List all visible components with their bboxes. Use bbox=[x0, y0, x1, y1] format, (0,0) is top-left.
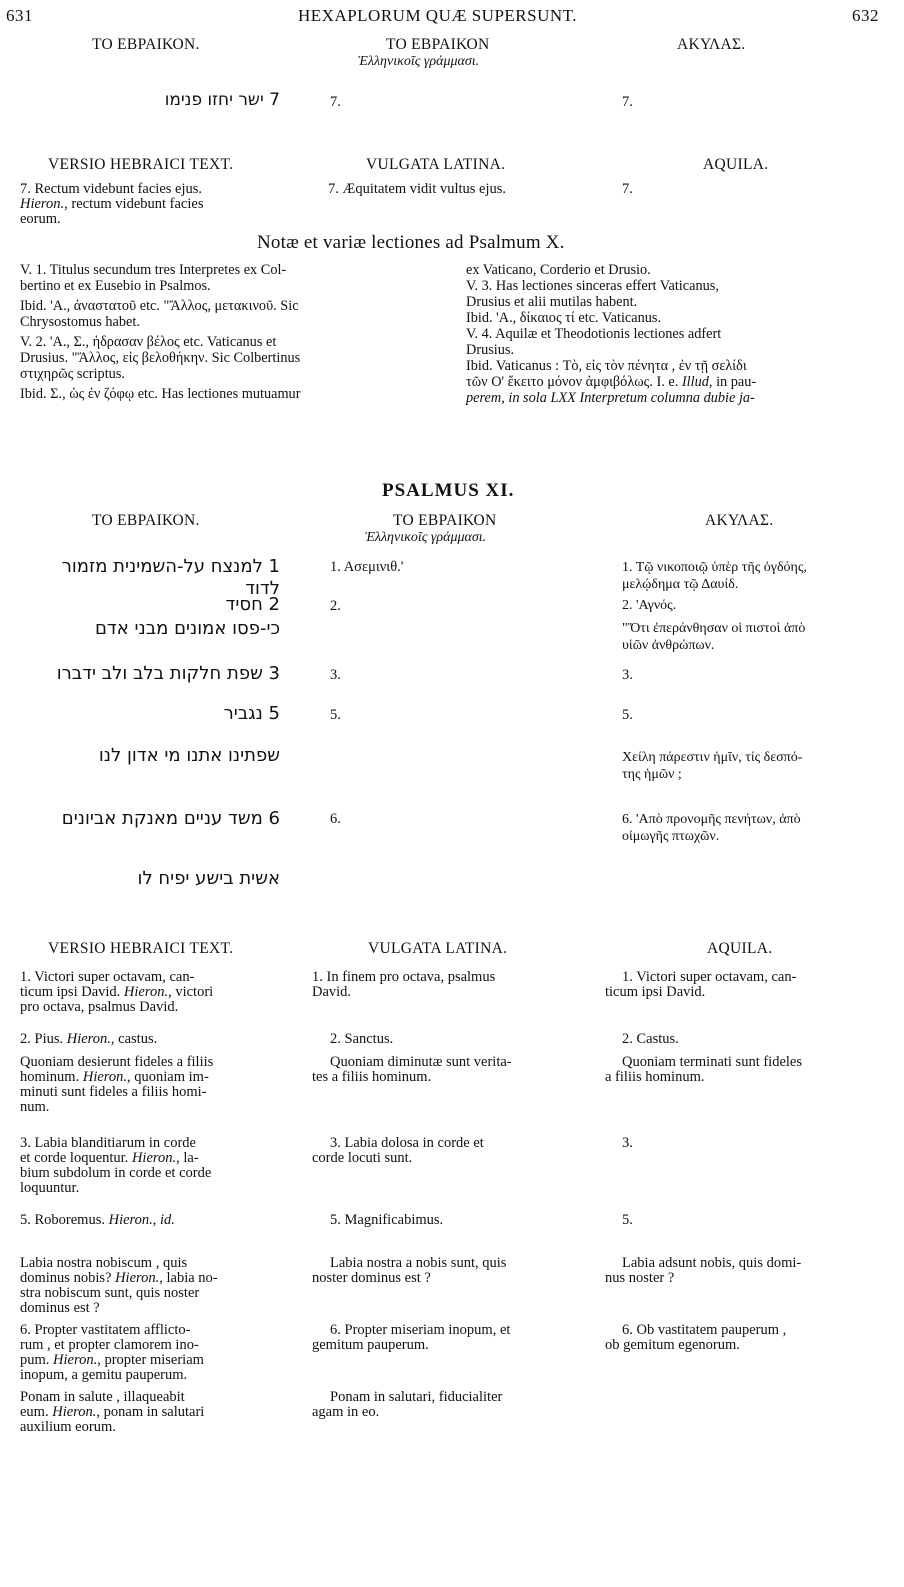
psalm-title: PSALMUS XI. bbox=[382, 480, 515, 501]
versio-psalm-verse-5: 5. Roboremus. Hieron., id. bbox=[20, 1212, 175, 1228]
translit-psalm-verse-5: 5. bbox=[330, 707, 341, 723]
translit-psalm-verse-3: 3. bbox=[330, 667, 341, 683]
aquila-psalm-verse-1-cont: μελῴδημα τῷ Δαυίδ. bbox=[622, 577, 739, 592]
vulgata-psalm-verse-5: 5. Magnificabimus. bbox=[330, 1212, 444, 1228]
versio-psalm-verse-3: 3. Labia blanditiarum in corde et corde loquentur. Hieron., la- bium subdolum in corde et corde loquuntur. bbox=[20, 1135, 212, 1196]
vulgata-psalm-verse-3: 3. Labia dolosa in corde et corde locuti sunt. bbox=[312, 1135, 484, 1166]
hebrew-psalm-verse-1: 1 למנצח על-השמינית מזמור bbox=[61, 556, 280, 577]
col-subheader-hebrew-greek: Ἑλληνικοῖς γράμμασι. bbox=[358, 54, 480, 69]
versio-psalm-verse-2b: Quoniam desierunt fideles a filiis hominum. Hieron., quoniam im- minuti sunt fideles a filiis homi- num. bbox=[20, 1054, 214, 1115]
latin-header-versio: VERSIO HEBRAICI TEXT. bbox=[48, 156, 234, 173]
col-header-hebrew-greek: ΤΟ ΕΒΡΑΙΚΟΝ bbox=[386, 36, 490, 53]
aquila-psalm-verse-6: 6. 'Απὸ προνομῆς πενήτων, ἀπὸ bbox=[622, 812, 801, 827]
notes-title: Notæ et variæ lectiones ad Psalmum X. bbox=[257, 232, 565, 253]
versio-psalm-verse-2: 2. Pius. Hieron., castus. bbox=[20, 1031, 158, 1047]
vulgata-psalm-verse-2b: Quoniam diminutæ sunt verita- tes a filiis hominum. bbox=[312, 1054, 512, 1085]
psalm-latin-header-vulgata: VULGATA LATINA. bbox=[368, 940, 508, 957]
vulgata-psalm-verse-2: 2. Sanctus. bbox=[330, 1031, 394, 1047]
aquila-verse-7: 7. bbox=[622, 94, 633, 110]
vulgata-psalm-verse-6: 6. Propter miseriam inopum, et gemitum pauperum. bbox=[312, 1322, 511, 1353]
col-header-aquila: ΑΚΥΛΑΣ. bbox=[677, 36, 746, 53]
hebrew-psalm-verse-6: 6 משד עניים מאנקת אביונים bbox=[61, 808, 280, 829]
translit-verse-7: 7. bbox=[330, 94, 341, 110]
psalm-col-header-aquila: ΑΚΥΛΑΣ. bbox=[705, 512, 774, 529]
psalm-col-subheader-hebrew-greek: Ἑλληνικοῖς γράμμασι. bbox=[365, 530, 487, 545]
hebrew-psalm-verse-6b: אשית בישע יפיח לו bbox=[137, 868, 280, 889]
aquila-latin-psalm-verse-2b: Quoniam terminati sunt fideles a filiis hominum. bbox=[605, 1054, 803, 1085]
versio-verse-7: 7. Rectum videbunt facies ejus. Hieron., rectum videbunt facies eorum. bbox=[20, 181, 204, 227]
psalm-col-header-hebrew-greek: ΤΟ ΕΒΡΑΙΚΟΝ bbox=[393, 512, 497, 529]
aquila-psalm-verse-2b: "Ὅτι ἐπεράνθησαν οἱ πιστοὶ ἀπὸ bbox=[622, 621, 806, 636]
aquila-psalm-verse-6-cont: οἰμωγῆς πτωχῶν. bbox=[622, 829, 720, 844]
versio-psalm-verse-5b: Labia nostra nobiscum , quis dominus nobis? Hieron., labia no- stra nobiscum sunt, quis noster dominus est ? bbox=[20, 1255, 218, 1316]
aquila-latin-verse-7: 7. bbox=[622, 181, 633, 197]
col-header-hebrew: ΤΟ ΕΒΡΑΙΚΟΝ. bbox=[92, 36, 200, 53]
hebrew-psalm-verse-5: 5 נגביר bbox=[223, 703, 280, 724]
vulgata-verse-7: 7. Æquitatem vidit vultus ejus. bbox=[328, 181, 507, 197]
hebrew-psalm-verse-5b: שפתינו אתנו מי אדון לנו bbox=[98, 745, 280, 766]
psalm-latin-header-versio: VERSIO HEBRAICI TEXT. bbox=[48, 940, 234, 957]
versio-psalm-verse-1: 1. Victori super octavam, can- ticum ipsi David. Hieron., victori pro octava, psalmus David. bbox=[20, 969, 214, 1015]
aquila-latin-psalm-verse-3: 3. bbox=[622, 1135, 633, 1151]
hebrew-psalm-verse-2b: כי-פסו אמונים מבני אדם bbox=[94, 618, 280, 639]
aquila-psalm-verse-3: 3. bbox=[622, 667, 633, 683]
psalm-col-header-hebrew: ΤΟ ΕΒΡΑΙΚΟΝ. bbox=[92, 512, 200, 529]
versio-psalm-verse-6b: Ponam in salute , illaqueabit eum. Hieron., ponam in salutari auxilium eorum. bbox=[20, 1389, 205, 1435]
page-number-right: 632 bbox=[852, 6, 879, 25]
page-number-left: 631 bbox=[6, 6, 33, 25]
versio-psalm-verse-6: 6. Propter vastitatem afflicto- rum , et propter clamorem ino- pum. Hieron., propter miseriam inopum, a gemitu pauperum. bbox=[20, 1322, 204, 1383]
translit-psalm-verse-1: 1. Ασεμινιθ.' bbox=[330, 559, 404, 575]
aquila-psalm-verse-2b-cont: υἱῶν ἀνθρώπων. bbox=[622, 638, 715, 653]
latin-header-vulgata: VULGATA LATINA. bbox=[366, 156, 506, 173]
notes-right-column: ex Vaticano, Corderio et Drusio. V. 3. Has lectiones sinceras effert Vaticanus, Drusius et alii mutilas habent. Ibid. 'Α., δίκαιος τί etc. Vaticanus. V. 4. Aquilæ et Theodotionis lectiones adfert Drusius. Ibid. Vaticanus : Τὸ, εἰς τὸν πένητα , ἐν τῇ σελίδι τῶν Ο' ἔκειτο μόνον ἀμφιβόλως. I. e. Illud, in pau- perem, in sola LXX Interpretum columna dubie ja- bbox=[466, 262, 757, 406]
translit-psalm-verse-2: 2. bbox=[330, 598, 341, 614]
hebrew-psalm-verse-1-cont: לדוד bbox=[245, 578, 280, 599]
aquila-psalm-verse-2: 2. 'Αγνός. bbox=[622, 598, 677, 613]
hebrew-psalm-verse-2: 2 חסיד bbox=[225, 594, 280, 615]
vulgata-psalm-verse-1: 1. In finem pro octava, psalmus David. bbox=[312, 969, 496, 1000]
aquila-psalm-verse-5b: Χείλη πάρεστιν ἡμῖν, τίς δεσπό- bbox=[622, 750, 803, 765]
aquila-latin-psalm-verse-5: 5. bbox=[622, 1212, 633, 1228]
running-title: HEXAPLORUM QUÆ SUPERSUNT. bbox=[298, 6, 578, 25]
translit-psalm-verse-6: 6. bbox=[330, 811, 341, 827]
aquila-latin-psalm-verse-2: 2. Castus. bbox=[622, 1031, 679, 1047]
aquila-latin-psalm-verse-5b: Labia adsunt nobis, quis domi- nus noster ? bbox=[605, 1255, 802, 1286]
hebrew-verse-7: 7 ישר יחזו פנימו bbox=[164, 90, 280, 110]
notes-left-column: V. 1. Titulus secundum tres Interpretes ex Col- bertino et ex Eusebio in Psalmos. Ibid. 'Α., ἀναστατοῦ etc. "Ἄλλος, μετακινοῦ. Sic Chrysostomus habet. V. 2. 'Α., Σ., ἡδρασαν βέλος etc. Vaticanus et Drusius. "Ἄλλος, εἰς βελοθήκην. Sic Colbertinus στιχηρῶς scriptus. Ibid. Σ., ὡς ἐν ζόφῳ etc. Has lectiones mutuamur bbox=[20, 262, 301, 402]
psalm-latin-header-aquila: AQUILA. bbox=[707, 940, 773, 957]
hebrew-psalm-verse-3: 3 שפת חלקות בלב ולב ידברו bbox=[56, 663, 280, 684]
vulgata-psalm-verse-5b: Labia nostra a nobis sunt, quis noster dominus est ? bbox=[312, 1255, 507, 1286]
aquila-psalm-verse-5: 5. bbox=[622, 707, 633, 723]
latin-header-aquila: AQUILA. bbox=[703, 156, 769, 173]
aquila-psalm-verse-1: 1. Τῷ νικοποιῷ ὑπὲρ τῆς ὀγδόης, bbox=[622, 560, 807, 575]
aquila-psalm-verse-5b-cont: της ἡμῶν ; bbox=[622, 767, 682, 782]
aquila-latin-psalm-verse-1: 1. Victori super octavam, can- ticum ipsi David. bbox=[605, 969, 797, 1000]
vulgata-psalm-verse-6b: Ponam in salutari, fiducialiter agam in eo. bbox=[312, 1389, 503, 1420]
aquila-latin-psalm-verse-6: 6. Ob vastitatem pauperum , ob gemitum egenorum. bbox=[605, 1322, 787, 1353]
